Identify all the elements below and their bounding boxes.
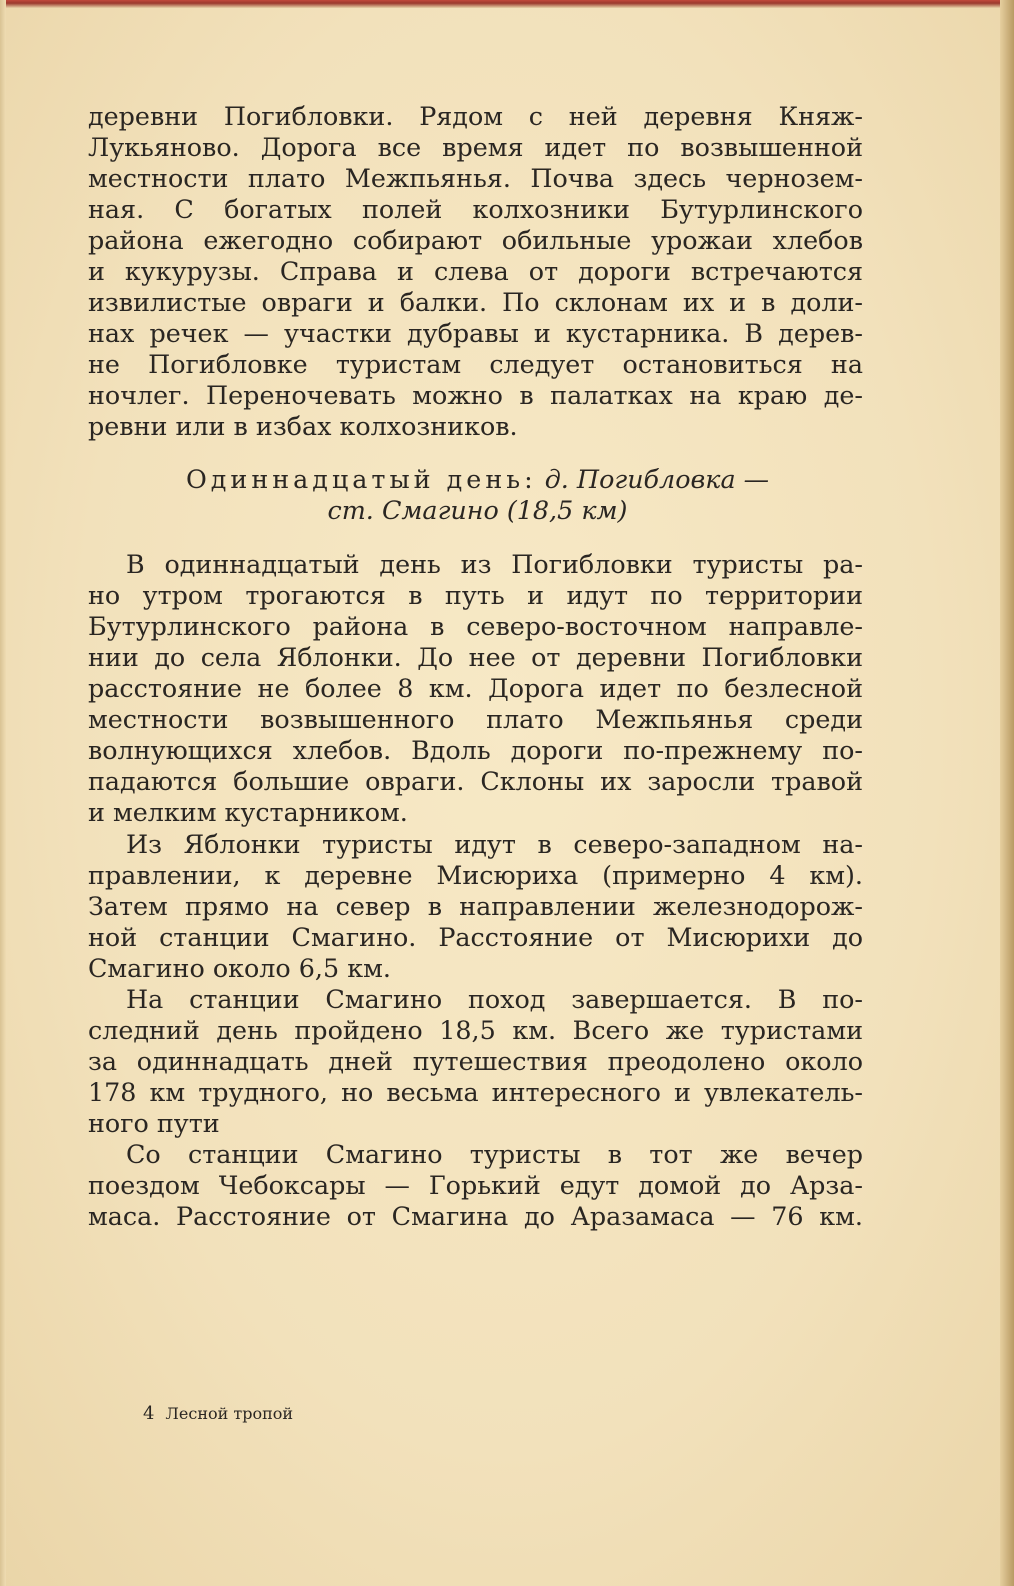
text-line: и мелким кустарником. — [88, 797, 408, 827]
text-line: ревни или в избах колхозников. — [88, 411, 518, 441]
text-line: нах речек — участки дубравы и кустарника. В дерев- — [88, 318, 863, 348]
text-line: за одиннадцать дней путешествия преодолено около — [88, 1046, 863, 1076]
text-line: В одиннадцатый день из Погибловки туристы ра- — [126, 549, 863, 579]
heading-route-end: ст. Смагино (18,5 км) — [327, 495, 628, 525]
text-line: падаются большие овраги. Склоны их заросли травой — [88, 766, 863, 796]
left-page-edge — [0, 0, 6, 1586]
text-line: маса. Расстояние от Смагина до Аразамаса — 76 км. — [88, 1201, 863, 1231]
text-line: Лукьяново. Дорога все время идет по возвышенной — [88, 132, 863, 162]
right-page-edge — [1000, 0, 1014, 1586]
text-line: деревни Погибловки. Рядом с ней деревня Княж- — [88, 101, 863, 131]
text-line: но утром трогаются в путь и идут по территории — [88, 580, 863, 610]
text-line: Со станции Смагино туристы в тот же вечер — [126, 1139, 863, 1169]
signature-number: 4 — [143, 1403, 155, 1424]
text-line: На станции Смагино поход завершается. В по- — [126, 984, 863, 1014]
text-line: 178 км трудного, но весьма интересного и увлекатель- — [88, 1077, 863, 1107]
text-line: Бутурлинского района в северо-восточном направле- — [88, 611, 863, 641]
paragraph-3 — [88, 829, 863, 984]
text-line: извилистые овраги и балки. По склонам их и в доли- — [88, 287, 863, 317]
text-line: волнующихся хлебов. Вдоль дороги по-прежнему по- — [88, 735, 863, 765]
text-line: ночлег. Переночевать можно в палатках на краю де- — [88, 380, 863, 410]
paragraph-1 — [88, 101, 863, 442]
section-heading-line-1 — [90, 464, 865, 495]
text-line: Затем прямо на север в направлении железнодорож- — [88, 891, 863, 921]
text-line: следний день пройдено 18,5 км. Всего же туристами — [88, 1015, 863, 1045]
text-line: не Погибловке туристам следует остановиться на — [88, 349, 863, 379]
top-edge-strip — [0, 0, 1014, 8]
text-line: расстояние не более 8 км. Дорога идет по безлесной — [88, 673, 863, 703]
signature-text: Лесной тропой — [165, 1404, 294, 1423]
paragraph-5 — [88, 1139, 863, 1232]
heading-route-start: д. Погибловка — — [544, 464, 770, 494]
text-line: ной станции Смагино. Расстояние от Мисюрихи до — [88, 922, 863, 952]
text-line: нии до села Яблонки. До нее от деревни Погибловки — [88, 642, 863, 672]
heading-day-label: Одиннадцатый день: — [185, 464, 537, 494]
text-line: ная. С богатых полей колхозники Бутурлинского — [88, 194, 863, 224]
paragraph-4 — [88, 984, 863, 1139]
text-line: ного пути — [88, 1108, 220, 1138]
text-line: местности плато Межпьянья. Почва здесь чернозем- — [88, 163, 863, 193]
text-line: Из Яблонки туристы идут в северо-западном на- — [126, 829, 863, 859]
text-line: поездом Чебоксары — Горький едут домой до Арза- — [88, 1170, 863, 1200]
text-line: района ежегодно собирают обильные урожаи хлебов — [88, 225, 863, 255]
text-line: местности возвышенного плато Межпьянья среди — [88, 704, 863, 734]
text-line: Смагино около 6,5 км. — [88, 953, 391, 983]
text-line: правлении, к деревне Мисюриха (примерно 4 км). — [88, 860, 863, 890]
text-line: и кукурузы. Справа и слева от дороги встречаются — [88, 256, 863, 286]
signature-mark — [143, 1403, 293, 1424]
paragraph-2 — [88, 549, 863, 828]
section-heading-line-2 — [90, 495, 865, 526]
